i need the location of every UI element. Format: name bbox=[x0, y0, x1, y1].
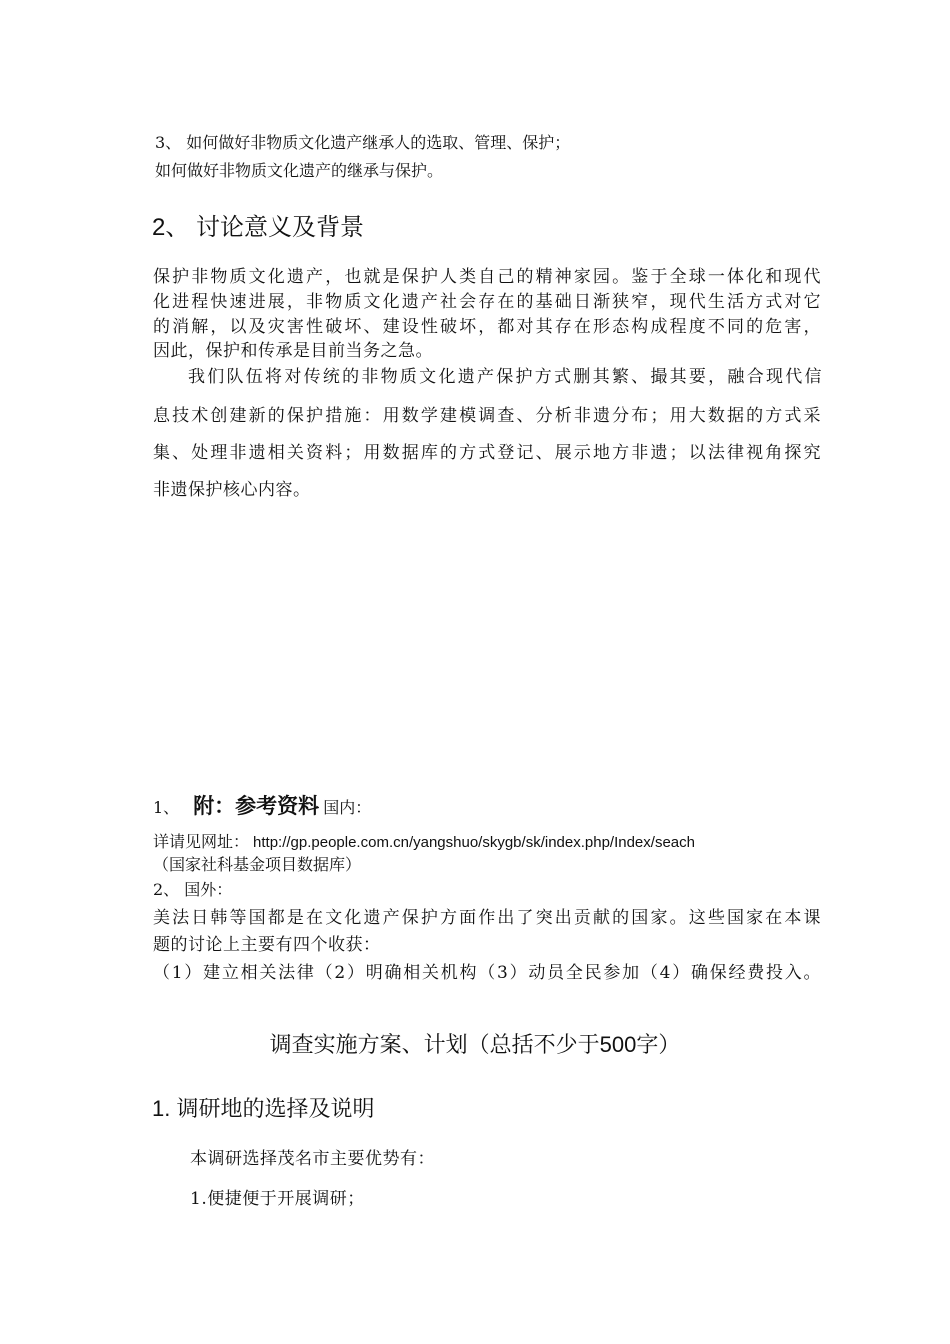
references-number: 1、 bbox=[153, 798, 180, 817]
para2-line-3: 集、处理非遗相关资料；用数据库的方式登记、展示地方非遗；以法律视角探究 bbox=[153, 443, 821, 463]
see-url-label: 详请见网址： bbox=[153, 832, 250, 851]
para1-line-1: 保护非物质文化遗产，也就是保护人类自己的精神家园。鉴于全球一体化和现代 bbox=[153, 267, 821, 287]
para1-line-3: 的消解，以及灾害性破坏、建设性破坏，都对其存在形态构成程度不同的危害， bbox=[153, 317, 821, 337]
plan-sub-heading: 1. 调研地的选择及说明 bbox=[152, 1096, 375, 1121]
references-heading-row bbox=[153, 790, 371, 820]
references-heading: 附：参考资料 bbox=[193, 795, 320, 818]
plan-intro: 本调研选择茂名市主要优势有： bbox=[190, 1149, 435, 1169]
background-heading: 2、 讨论意义及背景 bbox=[152, 214, 365, 241]
plan-point-1: 1.便捷便于开展调研； bbox=[190, 1189, 365, 1209]
domestic-label: 国内： bbox=[323, 798, 372, 817]
para1-line-2: 化进程快速进展，非物质文化遗产社会存在的基础日渐狭窄，现代生活方式对它 bbox=[153, 292, 821, 312]
foreign-line-1: 美法日韩等国都是在文化遗产保护方面作出了突出贡献的国家。这些国家在本课 bbox=[153, 908, 821, 928]
gains-line: （1）建立相关法律（2）明确相关机构（3）动员全民参加（4）确保经费投入。 bbox=[153, 963, 821, 983]
plan-title: 调查实施方案、计划（总括不少于500字） bbox=[269, 1032, 681, 1057]
reference-url-link[interactable]: http://gp.people.com.cn/yangshuo/skygb/sk/index.php/Index/seach bbox=[253, 834, 695, 851]
url-row bbox=[153, 829, 695, 852]
foreign-label: 2、 国外： bbox=[153, 880, 233, 899]
list-item-3: 3、 如何做好非物质文化遗产继承人的选取、管理、保护； bbox=[155, 133, 571, 152]
para2-line-4: 非遗保护核心内容。 bbox=[153, 480, 311, 500]
para1-line-4: 因此，保护和传承是目前当务之急。 bbox=[153, 341, 433, 361]
database-note: （国家社科基金项目数据库） bbox=[153, 855, 362, 874]
para2-line-2: 息技术创建新的保护措施：用数学建模调查、分析非遗分布；用大数据的方式采 bbox=[153, 406, 821, 426]
summary-line: 如何做好非物质文化遗产的继承与保护。 bbox=[155, 161, 444, 180]
para2-line-1: 我们队伍将对传统的非物质文化遗产保护方式删其繁、撮其要，融合现代信 bbox=[188, 367, 822, 387]
foreign-line-2: 题的讨论上主要有四个收获： bbox=[153, 935, 381, 955]
